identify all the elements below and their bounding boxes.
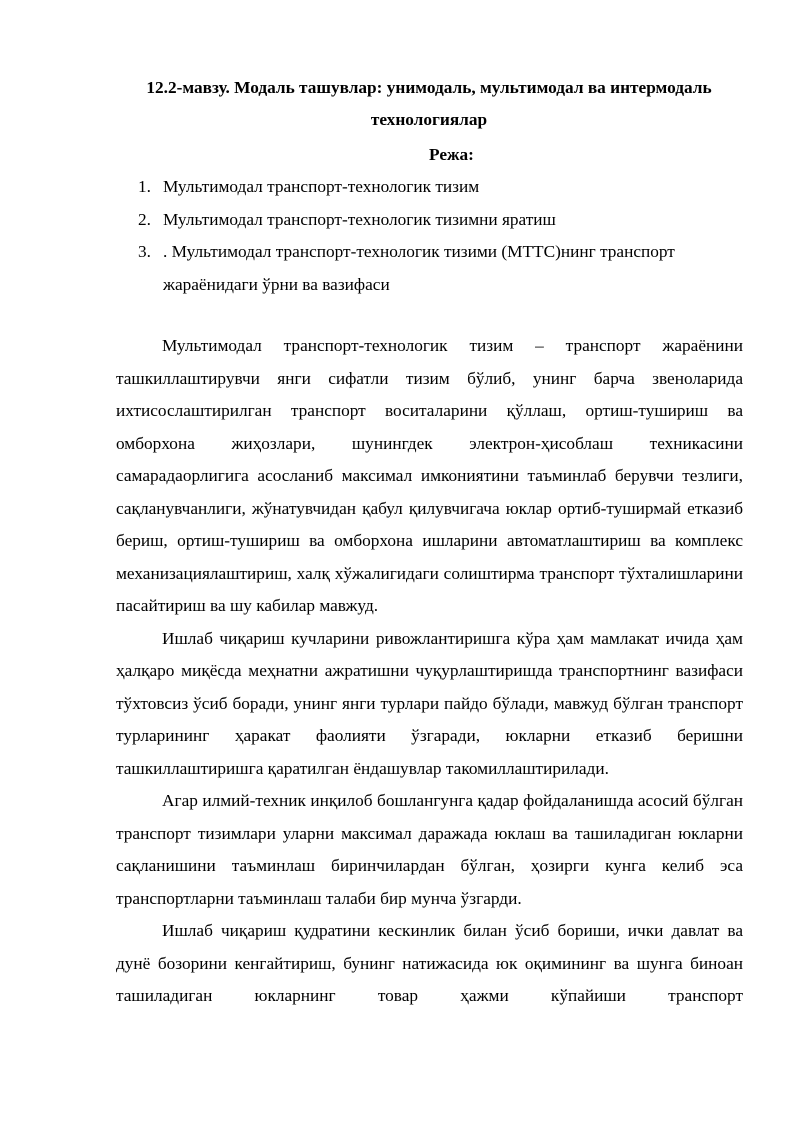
plan-item-text: Мультимодал транспорт-технологик тизимни яратиш <box>163 209 556 229</box>
plan-item <box>138 204 758 237</box>
plan-item-number: 2. <box>138 209 151 229</box>
plan-item-text: Мультимодал транспорт-технологик тизим <box>163 177 480 196</box>
plan-item <box>138 171 758 204</box>
plan-item <box>138 236 758 301</box>
body-text <box>116 330 743 1013</box>
plan-list <box>138 171 758 301</box>
paragraph: Агар илмий-техник инқилоб бошлангунга қадар фойдаланишда асосий бўлган транспорт тизимлари уларни максимал даражада юклаш ва ташиладиган юкларни сақланишини таъминлаш биринчилардан бўлган, ҳозирги кунга келиб эса транспортларни таъминлаш талаби бир мунча ўзгарди. <box>116 791 743 908</box>
paragraph: Ишлаб чиқариш кучларини ривожлантиришга кўра ҳам мамлакат ичида ҳам ҳалқаро миқёсда меҳнатни ажратишни чуқурлаштиришда транспортнинг вазифаси тўхтовсиз ўсиб боради, унинг янги турлари пайдо бўлади, мавжуд бўлган транспорт турларининг ҳаракат фаолияти ўзгаради, юкларни етказиб беришни ташкиллаштиришга қаратилган ёндашувлар такомиллаштирилади. <box>116 628 743 778</box>
paragraph: Ишлаб чиқариш қудратини кескинлик билан ўсиб бориши, ички давлат ва дунё бозорини кенгайтириш, бунинг натижасида юк оқимининг ва шунга биноан ташиладиган юкларнинг товар ҳажми кўпайиши транспорт <box>116 921 743 1005</box>
paragraph: Мультимодал транспорт-технологик тизим – транспорт жараёнини ташкиллаштирувчи янги сифатли тизим бўлиб, унинг барча звеноларида ихтисослаштирилган транспорт воситаларини қўллаш, ортиш-тушириш ва омборхона жиҳозлари, шунингдек электрон-ҳисоблаш техникасини самарадаорлигига асосланиб максимал имкониятини таъминлаб берувчи тезлиги, сақланувчанлиги, жўнатувчидан қабул қилувчигача юклар ортиб-туширмай етказиб бериш, ортиш-тушириш ва омборхона ишларини автоматлаштириш ва комплекс механизациялаштириш, халқ хўжалигидаги солиштирма транспорт тўхталишларини пасайтириш ва шу кабилар мавжуд. <box>116 336 743 615</box>
plan-item-number: 3. <box>138 242 151 261</box>
plan-item-number: 1. <box>138 177 151 196</box>
plan-item-text: . Мультимодал транспорт-технологик тизими (МТТС)нинг транспорт жараёнидаги ўрни ва вазифаси <box>163 242 675 294</box>
plan-heading: Режа: <box>429 145 474 164</box>
page-title: 12.2-мавзу. Модаль ташувлар: унимодаль, мультимодал ва интермодаль технологиялар <box>146 78 712 129</box>
